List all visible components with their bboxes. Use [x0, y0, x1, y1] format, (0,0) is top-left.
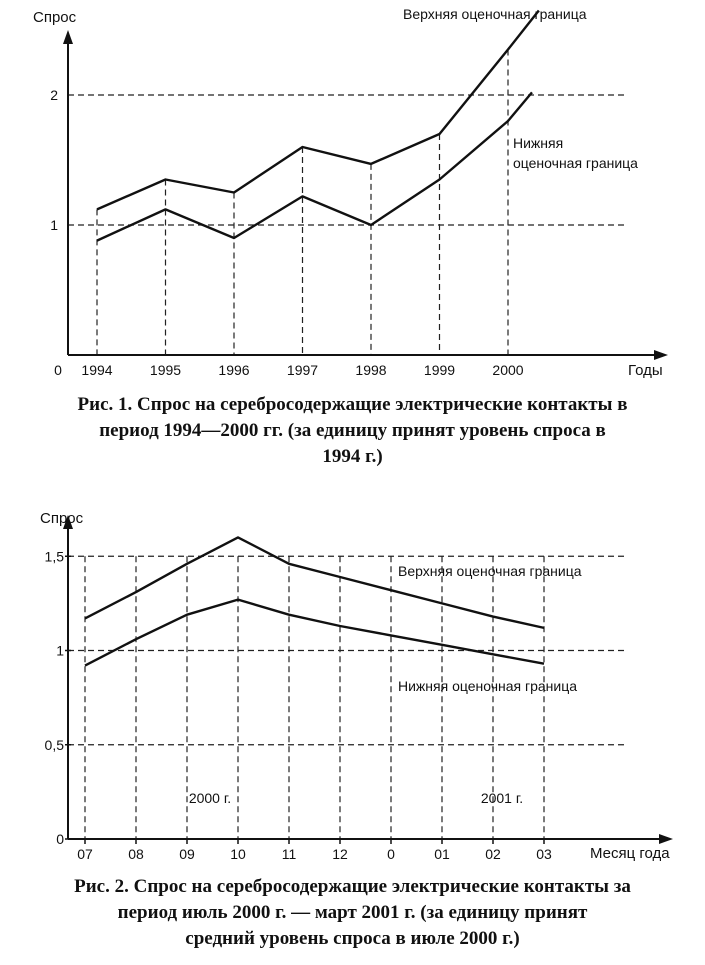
chart2-series-label-upper: Верхняя оценочная граница — [398, 563, 582, 579]
chart1-series-label-lower-1: Нижняя — [513, 135, 564, 151]
chart2-period-label-2000: 2000 г. — [188, 790, 232, 806]
chart1-series-line-1 — [97, 11, 539, 210]
chart2-series-line-2 — [85, 600, 544, 666]
chart1-xtick-label: 1994 — [81, 362, 113, 378]
chart1-y-axis-label: Спрос — [33, 9, 77, 26]
figure1-caption-line2: период 1994—2000 гг. (за единицу принят уровень спроса в — [99, 420, 606, 441]
chart1-xtick-label: 1996 — [218, 362, 250, 378]
chart1-ytick-label: 1 — [50, 217, 58, 233]
chart2-xtick-label: 08 — [128, 846, 144, 862]
chart2-ytick-label: 1 — [56, 642, 64, 659]
figure1-caption-line3: 1994 г.) — [322, 446, 383, 467]
chart1-xtick-label: 2000 — [492, 362, 524, 378]
chart2-ytick-label: 0,5 — [44, 736, 64, 753]
chart1-xtick-label: 1995 — [149, 362, 182, 378]
chart1-ytick-label: 2 — [50, 87, 58, 103]
chart2-xtick-label: 11 — [281, 846, 297, 862]
chart2-xtick-label: 0 — [387, 846, 395, 862]
chart2-xtick-label: 09 — [179, 846, 195, 862]
chart1-series-line-2 — [97, 92, 532, 240]
chart2-xtick-label: 10 — [230, 846, 246, 862]
chart2-ytick-label: 1,5 — [44, 548, 64, 565]
chart1-y-axis-arrow — [63, 30, 73, 44]
chart1-xtick-label: 1999 — [423, 362, 456, 378]
chart-demand-2000-2001 — [0, 495, 705, 870]
chart1-origin-label: 0 — [54, 362, 62, 378]
figure1-caption-prefix: Рис. 1. — [77, 394, 133, 415]
figure2-caption-line2: период июль 2000 г. — март 2001 г. (за единицу принят — [117, 902, 588, 923]
chart1-svg — [0, 0, 705, 390]
figure2-caption-prefix: Рис. 2. — [74, 876, 129, 897]
chart2-xtick-label: 03 — [536, 846, 552, 862]
chart2-series-label-lower: Нижняя оценочная граница — [398, 678, 578, 694]
figure2-caption-line1: Спрос на серебросодержащие электрические контакты за — [133, 876, 631, 897]
chart2-y-axis-label: Спрос — [40, 510, 84, 527]
chart2-series-line-1 — [85, 537, 544, 627]
chart1-x-axis-label: Годы — [628, 362, 663, 379]
chart1-series-label-upper: Верхняя оценочная граница — [403, 6, 587, 22]
chart2-svg — [0, 495, 705, 870]
chart2-xtick-label: 02 — [485, 846, 501, 862]
chart2-xtick-label: 12 — [332, 846, 348, 862]
figure1-caption — [0, 392, 705, 470]
chart2-x-axis-label: Месяц года — [590, 845, 670, 862]
chart2-period-label-2001: 2001 г. — [480, 790, 524, 806]
chart1-xtick-label: 1998 — [355, 362, 387, 378]
chart1-series-label-lower-2: оценочная граница — [513, 155, 638, 171]
chart-demand-1994-2000 — [0, 0, 705, 390]
chart2-xtick-label: 07 — [77, 846, 93, 862]
chart2-ytick-label: 0 — [56, 831, 64, 847]
figure2-caption-line3: средний уровень спроса в июле 2000 г.) — [185, 928, 520, 949]
chart2-xtick-label: 01 — [434, 846, 450, 862]
chart1-xtick-label: 1997 — [286, 362, 319, 378]
figure1-caption-line1: Спрос на серебросодержащие электрические контакты в — [137, 394, 628, 415]
chart1-x-axis-arrow — [654, 350, 668, 360]
chart2-x-axis-arrow — [659, 834, 673, 844]
figure2-caption — [0, 874, 705, 952]
